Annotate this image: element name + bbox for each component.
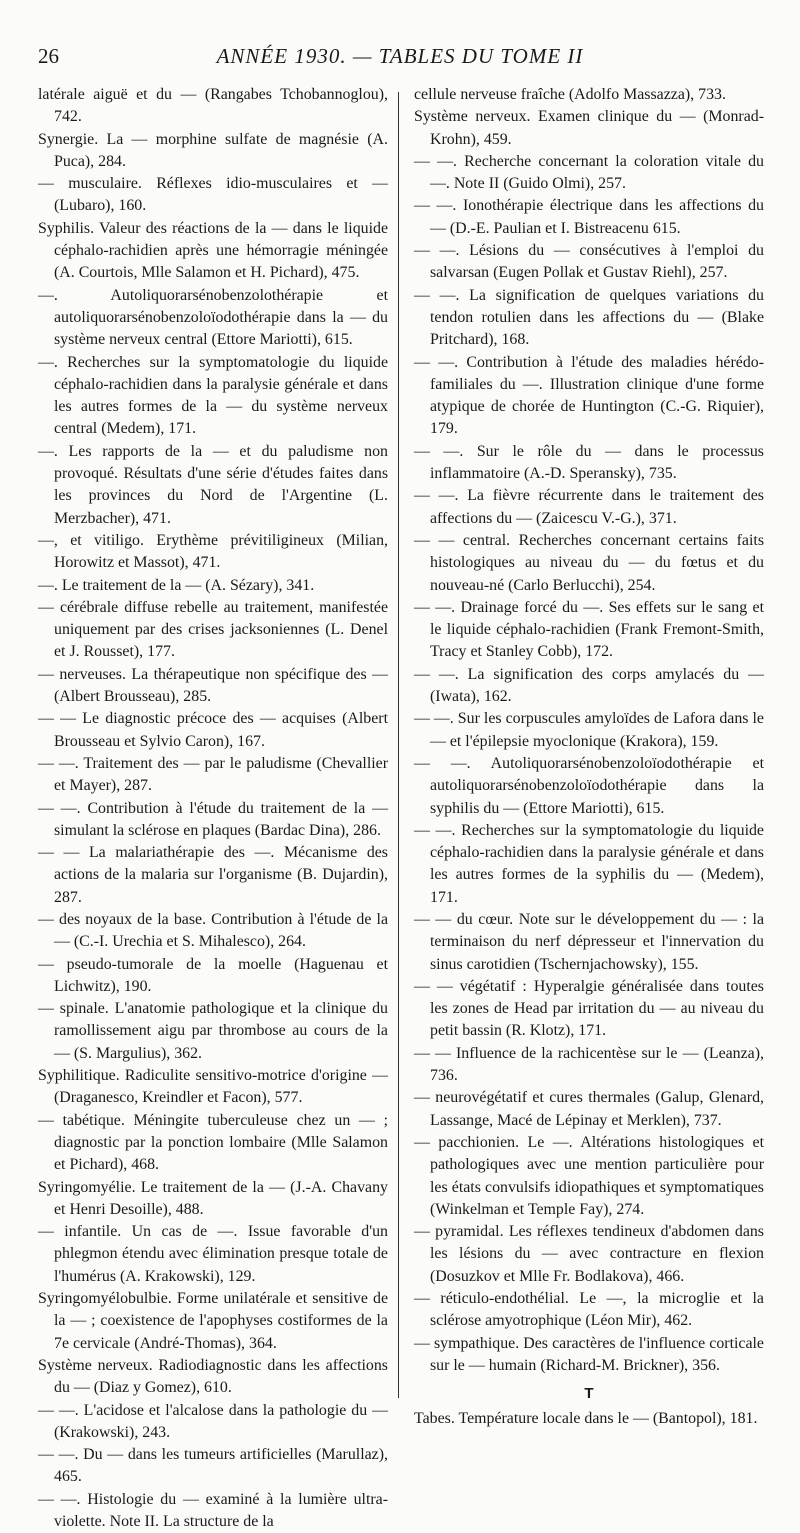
index-entry: — sympathique. Des caractères de l'influence corticale sur le — humain (Richard-M. Brickner), 356. [414,1334,764,1374]
running-title: ANNÉE 1930. — TABLES DU TOME II [216,44,584,68]
index-entry: — — Influence de la rachicentèse sur le — (Leanza), 736. [414,1044,764,1085]
index-entry: latérale aiguë et du — (Rangabes Tchobannoglou), 742. [38,86,388,126]
index-entry: cellule nerveuse fraîche (Adolfo Massazza), 733. [414,86,726,103]
right-column [414,84,764,1431]
index-entry: — —. Histologie du — examiné à la lumière ultra-violette. Note II. La structure de la [38,1490,388,1530]
index-entry: — tabétique. Méningite tuberculeuse chez un — ; diagnostic par la ponction lombaire (Mlle Salamon et Pichard), 468. [38,1111,388,1174]
index-entry: Syphilitique. Radiculite sensitivo-motrice d'origine — (Draganesco, Kreindler et Facon), 577. [38,1067,388,1107]
column-divider [398,92,399,1398]
index-entry: — —. Du — dans les tumeurs artificielles (Marullaz), 465. [38,1446,388,1486]
index-entry: — neurovégétatif et cures thermales (Galup, Glenard, Lassange, Macé de Lépinay et Merklen), 737. [414,1089,764,1129]
index-entry: Syringomyélobulbie. Forme unilatérale et sensitive de la — ; coexistence de l'apophyses costiformes de la 7e cervicale (André-Thomas), 364. [38,1290,388,1352]
index-entry: — réticulo-endothélial. Le —, la microglie et la sclérose amyotrophique (Léon Mir), 462. [414,1290,764,1330]
index-entry: — —. Sur le rôle du — dans le processus inflammatoire (A.-D. Speransky), 735. [414,442,764,483]
page-number: 26 [38,44,59,68]
index-entry: —. Le traitement de la — (A. Sézary), 341. [38,576,315,594]
index-entry: Syphilis. Valeur des réactions de la — dans le liquide céphalo-rachidien après une hémorragie méningée (A. Courtois, Mlle Salamon et H. Pichard), 475. [38,219,388,282]
index-entry: —. Les rapports de la — et du paludisme non provoqué. Résultats d'une série d'études faites dans les provinces du Nord de l'Argentine (L. Merzbacher), 471. [38,442,388,527]
index-entry: — pseudo-tumorale de la moelle (Haguenau et Lichwitz), 190. [38,955,388,995]
index-entry: Système nerveux. Radiodiagnostic dans les affections du — (Diaz y Gomez), 610. [38,1356,388,1397]
index-entry: Système nerveux. Examen clinique du — (Monrad-Krohn), 459. [414,108,764,148]
index-entry: — —. La fièvre récurrente dans le traitement des affections du — (Zaicescu V.-G.), 371. [414,487,764,527]
index-entry: — —. Contribution à l'étude du traitement de la — simulant la sclérose en plaques (Bardac Dina), 286. [38,799,388,839]
index-entry: — —. La signification des corps amylacés du — (Iwata), 162. [414,665,764,706]
index-entry: —. Recherches sur la symptomatologie du liquide céphalo-rachidien dans la paralysie générale et dans les autres formes de la — du système nerveux central (Medem), 171. [38,353,388,438]
index-entry: — pacchionien. Le —. Altérations histologiques et pathologiques avec une mention particulière pour les états convulsifs idiopathiques et symptomatiques (Winkelman et Temple Fay), 274. [414,1133,764,1218]
index-entry: — —. Lésions du — consécutives à l'emploi du salvarsan (Eugen Pollak et Gustav Riehl), 257. [414,242,764,282]
index-entry: — — du cœur. Note sur le développement du — : la terminaison du nerf dépresseur et l'innervation du sinus carotidien (Tschernjachowsky), 155. [414,910,764,973]
index-entry: Tabes. Température locale dans le — (Bantopol), 181. [414,1410,758,1428]
index-entry: —. Autoliquorarsénobenzolothérapie et autoliquorarsénobenzoloïodothérapie dans la — du système nerveux central (Ettore Mariotti), 615. [38,286,388,349]
index-entry: —, et vitiligo. Erythème prévitiligineux (Milian, Horowitz et Massot), 471. [38,531,388,572]
index-entry: — pyramidal. Les réflexes tendineux d'abdomen dans les lésions du — avec contracture en flexion (Dosuzkov et Mlle Fr. Bodlakova), 466. [414,1223,764,1285]
index-entry: Syringomyélie. Le traitement de la — (J.-A. Chavany et Henri Desoille), 488. [38,1178,388,1218]
index-entry: — —. Recherche concernant la coloration vitale du —. Note II (Guido Olmi), 257. [414,152,764,193]
index-entry: Synergie. La — morphine sulfate de magnésie (A. Puca), 284. [38,130,388,170]
index-entry: — — végétatif : Hyperalgie généralisée dans toutes les zones de Head par irritation du — au niveau du petit bassin (R. Klotz), 171. [414,977,764,1040]
letter-heading: T [584,1385,594,1403]
index-entry: — —. Traitement des — par le paludisme (Chevallier et Mayer), 287. [38,754,388,795]
index-entry: — nerveuses. La thérapeutique non spécifique des — (Albert Brousseau), 285. [38,665,388,706]
index-entry: — —. Ionothérapie électrique dans les affections du — (D.-E. Paulian et I. Bistreacenu 615. [414,197,764,237]
index-entry: — —. L'acidose et l'alcalose dans la pathologie du — (Krakowski), 243. [38,1401,388,1441]
index-entry: — —. La signification de quelques variations du tendon rotulien dans les affections du — (Blake Pritchard), 168. [414,286,764,349]
index-entry: — —. Drainage forcé du —. Ses effets sur le sang et le liquide céphalo-rachidien (Frank Fremont-Smith, Tracy et Stanley Cobb), 172. [414,598,764,661]
index-entry: — — central. Recherches concernant certains faits histologiques au niveau du — du fœtus et du nouveau-né (Carlo Berlucchi), 254. [414,531,764,594]
index-entry: — — Le diagnostic précoce des — acquises (Albert Brousseau et Sylvio Caron), 167. [38,710,388,750]
index-entry: — spinale. L'anatomie pathologique et la clinique du ramollissement aigu par thrombose au cours de la — (S. Margulius), 362. [38,1000,388,1062]
index-entry: — —. Recherches sur la symptomatologie du liquide céphalo-rachidien dans la paralysie générale et dans les autres formes de la syphilis du — (Medem), 171. [414,821,764,906]
index-entry: — —. Autoliquorarsénobenzoloïodothérapie et autoliquorarsénobenzoloïodothérapie dans la syphilis du — (Ettore Mariotti), 615. [414,754,764,817]
index-entry: — musculaire. Réflexes idio-musculaires et — (Lubaro), 160. [38,175,388,215]
index-entry: — cérébrale diffuse rebelle au traitement, manifestée uniquement par des crises jacksoniennes (L. Denel et J. Rousset), 177. [38,598,388,661]
right-column-entries [414,84,764,1377]
page-header [0,44,800,74]
right-column-after-entries [414,1408,764,1430]
index-entry: — —. Sur les corpuscules amyloïdes de Lafora dans le — et l'épilepsie myoclonique (Krakora), 159. [414,710,764,750]
index-entry: — — La malariathérapie des —. Mécanisme des actions de la malaria sur l'organisme (B. Dujardin), 287. [38,844,388,906]
index-entry: — des noyaux de la base. Contribution à l'étude de la — (C.-I. Urechia et S. Mihalesco), 264. [38,910,388,951]
left-column [38,84,388,1533]
index-entry: — —. Contribution à l'étude des maladies hérédo-familiales du —. Illustration clinique d'une forme atypique de chorée de Huntington (C.-G. Riquier), 179. [414,353,764,438]
index-entry: — infantile. Un cas de —. Issue favorable d'un phlegmon étendu avec élimination presque totale de l'humérus (A. Krakowski), 129. [38,1223,388,1285]
